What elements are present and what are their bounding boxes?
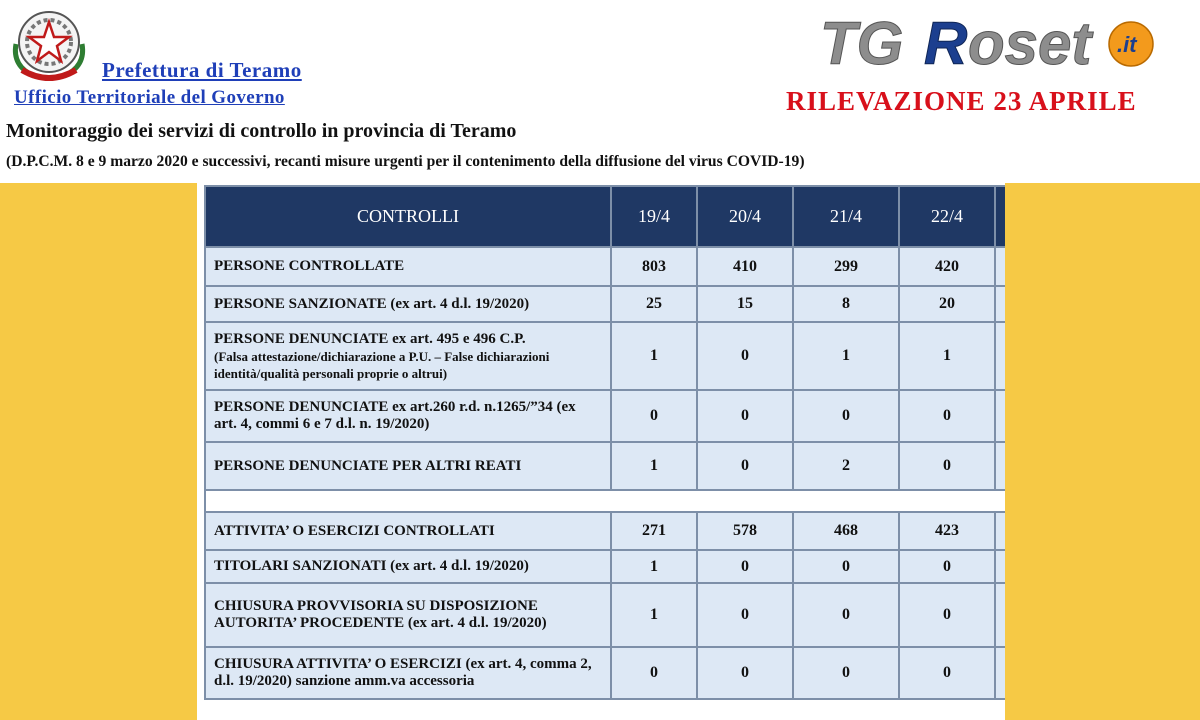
table-row bbox=[205, 247, 1005, 286]
row-label bbox=[205, 322, 611, 390]
controls-table-panel bbox=[197, 183, 1005, 720]
table-row bbox=[205, 286, 1005, 322]
table-cell: 468 bbox=[793, 512, 899, 550]
table-cell: 1 bbox=[899, 322, 995, 390]
table-row bbox=[205, 647, 1005, 699]
controls-table bbox=[204, 185, 1005, 700]
table-cell bbox=[995, 247, 1005, 286]
table-cell bbox=[995, 322, 1005, 390]
row-label: PERSONE CONTROLLATE bbox=[205, 247, 611, 286]
table-cell: 299 bbox=[793, 247, 899, 286]
table-cell: 8 bbox=[793, 286, 899, 322]
table-cell: 15 bbox=[697, 286, 793, 322]
table-cell: 0 bbox=[899, 583, 995, 647]
table-cell: 0 bbox=[697, 647, 793, 699]
row-label: PERSONE DENUNCIATE ex art.260 r.d. n.1265/”34 (ex art. 4, commi 6 e 7 d.l. n. 19/2020) bbox=[205, 390, 611, 442]
date-column-header: 20/4 bbox=[697, 186, 793, 247]
table-row bbox=[205, 442, 1005, 490]
date-column-header: 22/4 bbox=[899, 186, 995, 247]
svg-text:R: R bbox=[924, 10, 968, 77]
table-cell: 0 bbox=[793, 647, 899, 699]
table-cell: 0 bbox=[611, 390, 697, 442]
row-label: TITOLARI SANZIONATI (ex art. 4 d.l. 19/2020) bbox=[205, 550, 611, 583]
prefecture-subtitle: Ufficio Territoriale del Governo bbox=[14, 87, 285, 108]
table-row bbox=[205, 583, 1005, 647]
table-row bbox=[205, 390, 1005, 442]
table-cell: 1 bbox=[793, 322, 899, 390]
row-label: CHIUSURA PROVVISORIA SU DISPOSIZIONE AUTORITA’ PROCEDENTE (ex art. 4 d.l. 19/2020) bbox=[205, 583, 611, 647]
table-cell: 20 bbox=[899, 286, 995, 322]
table-cell: 1 bbox=[611, 550, 697, 583]
table-cell: 0 bbox=[697, 442, 793, 490]
table-cell: 0 bbox=[697, 322, 793, 390]
svg-text:TG: TG bbox=[820, 10, 904, 77]
table-cell: 423 bbox=[899, 512, 995, 550]
table-cell: 0 bbox=[697, 583, 793, 647]
table-cell bbox=[995, 647, 1005, 699]
main-title: Monitoraggio dei servizi di controllo in provincia di Teramo bbox=[6, 120, 517, 142]
table-cell: 25 bbox=[611, 286, 697, 322]
table-cell: 410 bbox=[697, 247, 793, 286]
table-cell: 1 bbox=[611, 442, 697, 490]
table-cell: 0 bbox=[697, 390, 793, 442]
table-row bbox=[205, 322, 1005, 390]
table-cell: 0 bbox=[793, 550, 899, 583]
table-cell: 0 bbox=[793, 583, 899, 647]
table-cell: 271 bbox=[611, 512, 697, 550]
table-cell: 0 bbox=[899, 442, 995, 490]
controls-column-header: CONTROLLI bbox=[205, 186, 611, 247]
date-label: RILEVAZIONE 23 APRILE bbox=[786, 86, 1137, 116]
row-label: PERSONE DENUNCIATE PER ALTRI REATI bbox=[205, 442, 611, 490]
table-header-row bbox=[205, 186, 1005, 247]
table-cell: 0 bbox=[899, 647, 995, 699]
sub-title: (D.P.C.M. 8 e 9 marzo 2020 e successivi, recanti misure urgenti per il contenimento della diffusione del virus COVID-19) bbox=[6, 153, 805, 170]
table-cell bbox=[995, 583, 1005, 647]
hidden-column-header bbox=[995, 186, 1005, 247]
table-row bbox=[205, 512, 1005, 550]
row-label: ATTIVITA’ O ESERCIZI CONTROLLATI bbox=[205, 512, 611, 550]
table-spacer-row bbox=[205, 490, 1005, 512]
table-cell: 2 bbox=[793, 442, 899, 490]
logo-suffix: .it bbox=[1117, 32, 1137, 57]
spacer-cell bbox=[205, 490, 1005, 512]
document-header bbox=[0, 0, 1200, 183]
table-cell: 0 bbox=[793, 390, 899, 442]
table-cell bbox=[995, 442, 1005, 490]
table-cell bbox=[995, 512, 1005, 550]
date-column-header: 21/4 bbox=[793, 186, 899, 247]
table-cell: 1 bbox=[611, 322, 697, 390]
date-column-header: 19/4 bbox=[611, 186, 697, 247]
row-label: PERSONE SANZIONATE (ex art. 4 d.l. 19/2020) bbox=[205, 286, 611, 322]
table-cell: 803 bbox=[611, 247, 697, 286]
row-label-note: (Falsa attestazione/dichiarazione a P.U. – False dichiarazioni identità/qualità personali proprie o altrui) bbox=[214, 348, 550, 381]
prefecture-title: Prefettura di Teramo bbox=[102, 58, 302, 82]
table-cell bbox=[995, 550, 1005, 583]
table-cell: 0 bbox=[899, 550, 995, 583]
italian-republic-emblem-icon bbox=[6, 4, 92, 84]
row-label-main: PERSONE DENUNCIATE ex art. 495 e 496 C.P. bbox=[214, 330, 526, 347]
svg-text:oset: oset bbox=[968, 10, 1092, 77]
row-label: CHIUSURA ATTIVITA’ O ESERCIZI (ex art. 4, comma 2, d.l. 19/2020) sanzione amm.va accessoria bbox=[205, 647, 611, 699]
table-cell: 0 bbox=[697, 550, 793, 583]
table-cell bbox=[995, 286, 1005, 322]
table-cell bbox=[995, 390, 1005, 442]
table-cell: 0 bbox=[611, 647, 697, 699]
table-cell: 0 bbox=[899, 390, 995, 442]
table-cell: 578 bbox=[697, 512, 793, 550]
tg-roseto-logo bbox=[820, 6, 1180, 80]
table-cell: 420 bbox=[899, 247, 995, 286]
table-row bbox=[205, 550, 1005, 583]
table-cell: 1 bbox=[611, 583, 697, 647]
